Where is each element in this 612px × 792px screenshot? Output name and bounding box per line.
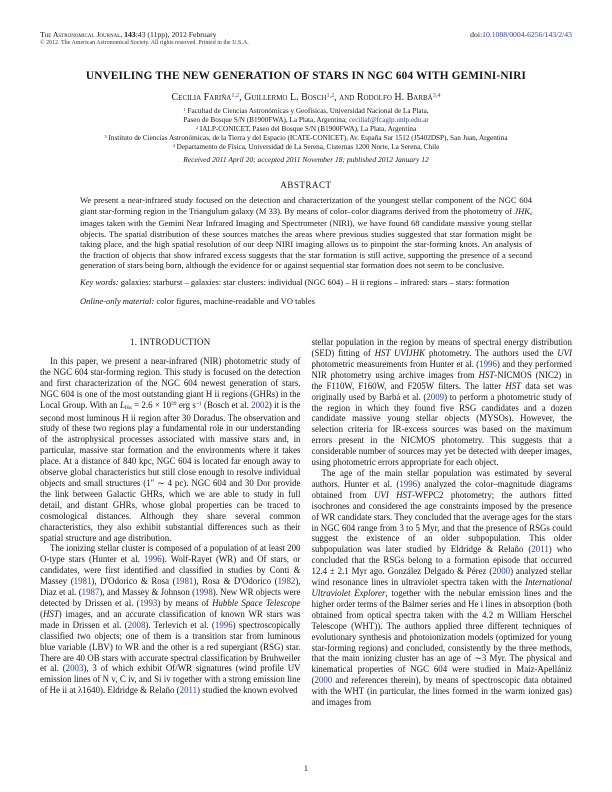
text-segment: ) it is the second most luminous H ii region after 30 Doradus. The observation and study of these two regions play a fundamental role in our understanding of the astrophysical processes associated with massive stars and, in particular, massive star formation and the environments where it takes place. At a distance of 840 kpc, NGC 604 is located far enough away to observe global characteristics but still close enough to resolve individual objects and small structures (1″ ∼ 4 pc). NGC 604 and 30 Dor provide the link between Galactic GHRs, which we are able to study in full detail, and distant GHRs, whose global properties can be traced to cosmological distances. Although they share several common characteristics, they also exhibit substantial differences such as their spatial structure and age distribution. <box>40 399 301 543</box>
citation-link[interactable]: 2008 <box>127 619 146 630</box>
text-segment: = 2.6 × 10 <box>131 399 172 410</box>
text-segment: ) analyzed stellar wind resonance lines in ultraviolet spectra taken with the <box>311 566 573 588</box>
text-segment: L <box>119 399 125 410</box>
text-segment: HST UVIJHK <box>374 348 426 359</box>
copyright-line: © 2012. The American Astronomical Society. All rights reserved. Printed in the U.S.A. <box>40 40 249 46</box>
text-segment: (Bosch et al. <box>201 399 252 410</box>
affiliation-ref-link[interactable]: 1,2 <box>326 92 335 100</box>
text-segment: ), Diaz et al. ( <box>40 576 301 598</box>
text-segment: Hubble Space Telescope <box>212 597 301 608</box>
section-heading-introduction: 1. INTRODUCTION <box>130 337 211 348</box>
text-segment: ) images, and an accurate classification of known WR stars was made in Drissen et al. ( <box>40 608 301 630</box>
text-segment: photometry. The authors used the <box>425 348 558 359</box>
citation-link[interactable]: 1996 <box>479 358 497 369</box>
text-segment: 4 <box>172 143 175 149</box>
text-segment: images taken with the Gemini Near Infrared Imaging and Spectrometer (NIRI), we have found 68 candidate massive young stellar objects. The spatial distribution of these sources matches the areas where previous studies suggested that star formation might be taking place, and the high spatial resolution of our deep NIRI imaging allows us to pinpoint the star-forming knots. An analysis of the fraction of objects that show infrared excess suggests that the star formation is still active, supporting the presence of a second generation of stars being born, although the evidence for or against sequential star formation does not seem to be conclusive. <box>80 218 532 270</box>
intro-paragraph-2 <box>40 543 301 696</box>
abstract-heading: ABSTRACT <box>280 180 332 191</box>
text-segment: doi: <box>470 30 483 39</box>
affiliation-line <box>40 125 572 134</box>
journal-title-line <box>40 30 249 39</box>
affiliation-line <box>40 116 572 124</box>
citation-link[interactable]: 1981 <box>175 576 194 587</box>
affiliation-line <box>40 143 572 152</box>
text-segment: 39 <box>171 401 177 408</box>
text-segment: UVI HST <box>374 489 412 500</box>
text-segment: Cecilia Fariña <box>171 92 232 103</box>
text-segment: ) who concluded that the RSGs belong to a formation episode that occurred 12.4 ± 2.1 Myr ago. González Delgado & Pérez ( <box>311 544 572 577</box>
text-segment: JHK <box>514 205 530 216</box>
doi-link[interactable]: 10.1088/0004-6256/143/2/43 <box>482 30 572 39</box>
affiliation-ref-link[interactable]: 1,2 <box>231 92 240 100</box>
text-segment: ), and Massey & Johnson ( <box>99 587 196 598</box>
doi-line <box>470 30 572 39</box>
text-segment: HST <box>505 380 522 391</box>
text-segment: ) to perform a photometric study of the region in which they found five RSG candidates and a dozen candidate massive young stellar objects (MYSOs). However, the selection criteria for IR-excess sources was based on the maximum errors present in the NICMOS photometry. This suggests that a considerable number of sources may yet be detected with deeper images, using photometric errors appropriate for each object. <box>311 391 572 468</box>
text-segment: Paseo de Bosque S/N (B1900FWA), La Plata, Argentina; <box>183 116 349 125</box>
affiliation-line <box>40 134 572 143</box>
intro-paragraph-2-continued <box>312 337 573 468</box>
text-segment: ), Rosa & D'Odorico ( <box>193 576 278 587</box>
citation-link[interactable]: 2011 <box>531 544 549 555</box>
text-segment: 1 <box>183 107 186 112</box>
text-segment: ). Terlevich et al. ( <box>145 619 215 630</box>
text-segment: ( <box>40 608 43 619</box>
text-segment: 143 <box>124 30 136 39</box>
text-segment: galaxies: starburst – galaxies: star clusters: individual (NGC 604) – H ii regions – infrared: stars – stars: formation <box>118 277 510 288</box>
email-link[interactable]: ceciliaf@fcaglp.unlp.edu.ar <box>348 116 429 125</box>
journal-header <box>40 30 572 47</box>
affiliation-list <box>40 107 572 152</box>
journal-header-left <box>40 30 249 47</box>
citation-link[interactable]: 2000 <box>314 675 333 686</box>
text-segment: ) spectroscopically classified two objects; one of them is a transition star from luminous blue variable (LBV) to WR and the other is a red supergiant (RSG) star. There are 40 OB stars with accurate spectral classification by Bruhweiler et al. ( <box>40 619 301 674</box>
intro-paragraph-3 <box>312 468 573 708</box>
text-segment: IALP-CONICET, Paseo del Bosque S/N (B1900FWA), La Plata, Argentina <box>198 124 417 133</box>
text-segment: photometric measurements from Hunter et al. ( <box>311 358 480 369</box>
text-segment: Online-only material: <box>80 295 155 306</box>
intro-paragraph-1 <box>40 356 301 543</box>
citation-link[interactable]: 1996 <box>399 478 418 489</box>
text-segment: , and Rodolfo H. Barbá <box>334 92 433 103</box>
text-segment: In this paper, we present a near-infrared (NIR) photometric study of the NGC 604 star-forming region. This study is focused on the detection and first characterization of the NGC 604 newest generation of stars. NGC 604 is one of the most outstanding giant H ii regions (GHRs) in the Local Group. With an <box>40 356 301 410</box>
text-segment: ), D'Odorico & Rosa ( <box>91 576 176 587</box>
paper-title: UNVEILING THE NEW GENERATION OF STARS IN NGC 604 WITH GEMINI-NIRI <box>85 70 527 82</box>
text-segment: ). New WR objects were detected by Drissen et al. ( <box>40 587 301 608</box>
left-column <box>40 337 301 708</box>
text-segment: 2 <box>195 124 199 130</box>
text-segment: Departamento de Física, Universidad de La Serena, Cisternas 1200 Norte, La Serena, Chile <box>174 143 440 152</box>
text-segment: HST <box>478 369 495 380</box>
text-segment: International Ultraviolet Explorer <box>311 577 572 598</box>
text-segment: and references therein), by means of spectroscopic data obtained with the WHT (in particular, the lines formed in the warm ionized gas) and images from <box>311 675 572 708</box>
text-segment: 3 <box>104 133 107 139</box>
text-segment: The ionizing stellar cluster is composed of a population of at least 200 O-type stars (Hunter et al. <box>40 543 301 565</box>
text-segment: , together with the nebular emission lines and the higher order terms of the Balmer series and He i lines in absorption (both obtained from optical spectra taken with the 4.2 m William Herschel Telescope (WHT)). The authors applied three different techniques of evolutionary synthesis and photoionization models (optimized for young star-forming regions) and concluded, consistently by the three methods, that the main ionizing cluster has an age of ∼3 Myr. The physical and kinematical properties of NGC 604 were studied in Maíz-Apellániz ( <box>311 587 572 686</box>
citation-link[interactable]: 2011 <box>179 685 198 696</box>
author-list <box>40 92 572 103</box>
citation-link[interactable]: 2009 <box>426 391 445 402</box>
text-segment: ). Wolf-Rayet (WR) and Of stars, or candidates, were first identified and classified in studies by Conti & Massey ( <box>40 554 301 587</box>
text-segment: The Astronomical Journal <box>40 30 121 39</box>
text-segment: HST <box>42 608 59 619</box>
affiliation-line <box>40 107 572 116</box>
affiliation-ref-link[interactable]: 3,4 <box>432 92 441 100</box>
online-material-line <box>80 296 532 306</box>
text-segment: :43 (11pp), 2012 February <box>135 30 217 39</box>
text-segment: -WFPC2 photometry; the authors fitted isochrones and considered the age constraints imposed by the presence of WR candidate stars. They concluded that the average ages for the stars in NGC 604 range from 3 to 5 Myr, and that the presence of RSGs could suggest the existence of an older subpopulation. This older subpopulation was later studied by Eldridge & Relaño ( <box>311 489 572 555</box>
text-segment: We present a near-infrared study focused on the detection and characterization of the youngest stellar component of the NGC 604 giant star-forming region in the Triangulum galaxy (M 33). By means of color–color diagrams derived from the photometry of <box>80 195 532 216</box>
text-segment: ) by means of <box>157 597 213 608</box>
text-segment: ) analyzed the color–magnitude diagrams obtained from <box>311 478 572 500</box>
citation-link[interactable]: 2000 <box>492 566 511 577</box>
text-segment: ) and they performed NIR photometry using archive images from <box>311 358 572 380</box>
text-segment: color figures, machine-readable and VO tables <box>154 295 315 306</box>
text-segment: Facultad de Ciencias Astronómicas y Geofísicas, Universidad Nacional de La Plata, <box>185 107 429 115</box>
citation-link[interactable]: 1982 <box>277 576 296 587</box>
text-segment: , <box>120 30 125 39</box>
text-segment: -NICMOS (NIC2) in the F110W, F160W, and F205W filters. The latter <box>311 369 572 391</box>
text-segment: −1 <box>195 401 202 408</box>
text-segment: data set was originally used by Barbá et al. ( <box>311 380 572 402</box>
text-segment: Key words: <box>80 277 119 288</box>
text-segment: ) studied the known evolved <box>197 685 298 696</box>
page-number: 1 <box>303 764 309 773</box>
citation-link[interactable]: 2003 <box>65 663 84 674</box>
text-segment: UVI <box>557 348 572 359</box>
text-segment: Instituto de Ciencias Astronómicas, de la Tierra y del Espacio (ICATE-CONICET), Av. España Sur 1512 (J5402DSP), San Juan, Argentina <box>106 133 508 142</box>
text-segment: s <box>529 211 532 218</box>
two-column-body <box>40 337 572 708</box>
text-segment: The age of the main stellar population was estimated by several authors. Hunter et al. ( <box>311 468 572 489</box>
text-segment: erg s <box>176 399 196 410</box>
text-segment: stellar population in the region by means of spectral energy distribution (SED) fitting of <box>311 337 572 359</box>
citation-link[interactable]: 1987 <box>81 587 100 598</box>
citation-link[interactable]: 1993 <box>139 597 158 608</box>
text-segment: , Guillermo L. Bosch <box>239 92 327 103</box>
history-dates: Received 2011 April 20; accepted 2011 November 18; published 2012 January 12 <box>183 155 429 165</box>
citation-link[interactable]: 1981 <box>73 576 92 587</box>
text-segment: Hα <box>124 405 132 412</box>
keywords-line <box>80 277 532 287</box>
text-segment: ), 3 of which exhibit Of/WR signatures (wind profile UV emission lines of N v, C iv, and Si iv together with a strong emission line of He ii at λ1640). Eldridge & Relaño ( <box>40 663 301 696</box>
citation-link[interactable]: 1996 <box>143 554 162 565</box>
citation-link[interactable]: 1996 <box>214 619 233 630</box>
citation-link[interactable]: 2002 <box>251 399 269 410</box>
citation-link[interactable]: 1998 <box>195 587 213 598</box>
right-column <box>312 337 573 708</box>
abstract-text <box>80 195 532 270</box>
